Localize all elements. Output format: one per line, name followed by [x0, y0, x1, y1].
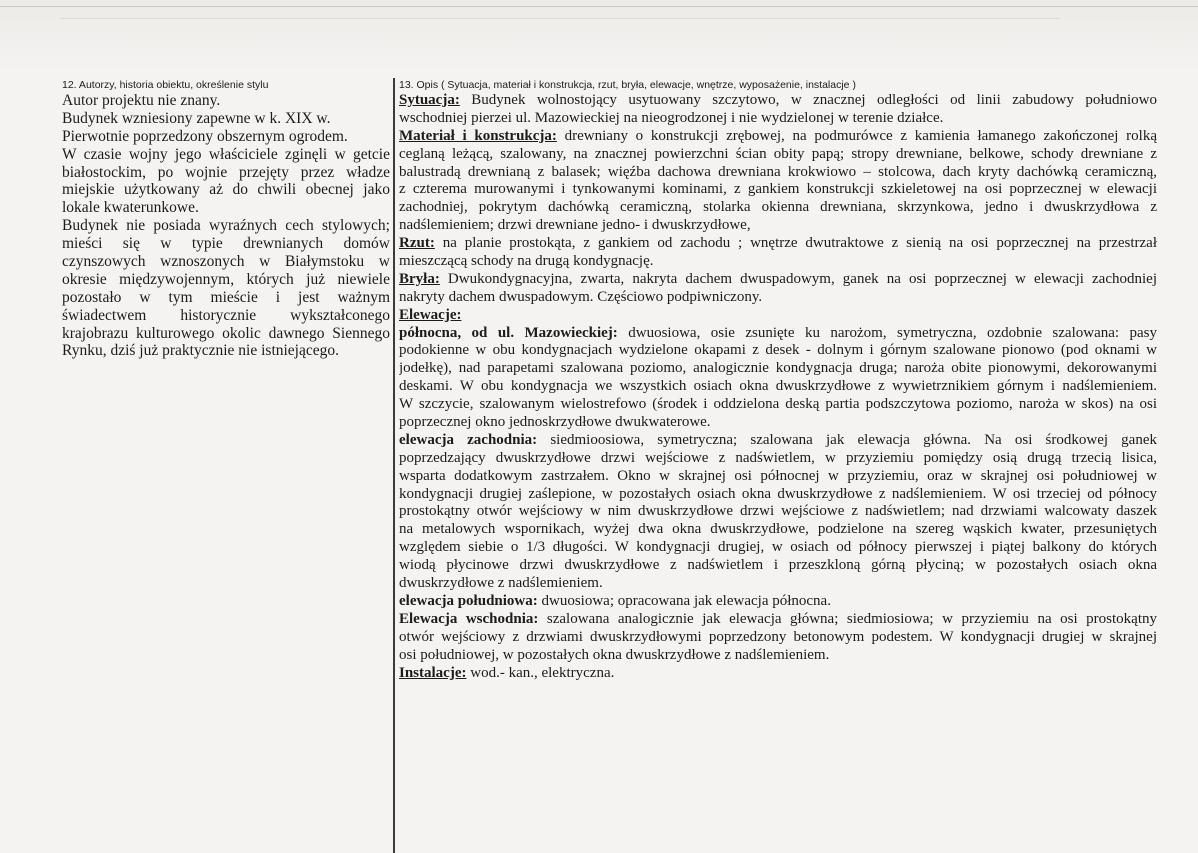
right-line [399, 503, 1157, 521]
left-line [62, 164, 390, 182]
right-label: Instalacje: [399, 664, 467, 681]
faint-scan-line [60, 18, 1060, 19]
right-line [399, 378, 1157, 396]
left-text: Pierwotnie poprzedzony obszernym ogrodem. [62, 127, 348, 145]
right-line [399, 199, 1157, 217]
right-text: na planie prostokąta, z gankiem od zachodu ; wnętrze dwutraktowe z sienią na osi poprzecznej na przestrzał [434, 235, 1157, 252]
left-text: Rynku, dziś już praktycznie nie istniejącego. [62, 342, 340, 360]
left-line [62, 217, 390, 235]
right-line [399, 486, 1157, 504]
right-line [399, 521, 1157, 539]
right-line [399, 92, 1157, 110]
right-line [399, 414, 1157, 432]
right-line [399, 217, 1157, 235]
left-text: lokale kwaterunkowe. [62, 199, 199, 217]
right-text: Dwukondygnacyjna, zwarta, nakryta dachem dwuspadowym, ganek na osi poprzecznej w elewacji zachodniej [439, 270, 1157, 287]
right-text: dwuosiowa, osie zsunięte ku narożom, symetryczna, ozdobnie szalowana: pasy [617, 324, 1157, 341]
right-line [399, 289, 1157, 307]
right-line [399, 629, 1157, 647]
right-line [399, 647, 1157, 665]
left-line [62, 110, 390, 128]
right-text: ceglaną leżącą, szalowany, na znacznej powierzchni ścian obity papą; stropy drewniane, belkowe, schody drewniane z [399, 145, 1157, 162]
right-label: elewacja zachodnia: [399, 431, 538, 448]
right-label: Sytuacja: [399, 92, 460, 108]
left-text: miejskie użytkowany aż do chwili obecnej jako [62, 181, 390, 199]
left-line [62, 128, 390, 146]
right-text: wsparta dodatkowym zastrzałem. Okno w skrajnej osi północnej w przyziemiu, oraz w skrajnej osi południowej w [399, 467, 1157, 484]
left-text: czynszowych wznoszonych w Białymstoku w [62, 253, 390, 271]
scan-top-shade [0, 0, 1198, 70]
right-text: Budynek wolnostojący usytuowany szczytowo, w znacznej odległości od linii zabudowy południowo [459, 92, 1157, 108]
right-label: Rzut: [399, 235, 435, 252]
left-line [62, 271, 390, 289]
right-label: Elewacja wschodnia: [399, 610, 539, 627]
right-text: drewniany o konstrukcji zrębowej, na podmurówce z kamienia łamanego zakończonej rolką [556, 127, 1157, 144]
right-text: balustradą drewnianą z balasek; więźba dachowa drewniana krokwiowo – stolcowa, dach kryty dachówką ceramiczną, [399, 163, 1157, 180]
right-text: nakryty dachem dwuspadowym. Częściowo podpiwniczony. [399, 288, 763, 305]
right-line [399, 110, 1157, 128]
right-line [399, 164, 1157, 182]
right-text: względem siebie o 1/3 długości. W kondygnacji drugiej, w osiach od północy pierwszej i piątej balkony do których [399, 539, 1157, 556]
right-line [399, 575, 1157, 593]
section-13-heading: 13. Opis ( Sytuacja, materiał i konstrukcja, rzut, bryła, elewacje, wnętrze, wyposażenie, instalacje ) [399, 79, 856, 91]
right-text: dwuskrzydłowe z nadślemieniem. [399, 575, 603, 592]
right-text: prostokątny otwór wejściowy w nim dwuskrzydłowe drzwi wejściowe z nadświetlem; nad drzwiami walcowaty daszek [399, 503, 1157, 520]
right-text: kondygnacji drugiej zaślepione, w pozostałych osiach okna dwuskrzydłowe z nadślemieniem. W osi trzeciej od północy [399, 485, 1157, 502]
right-text: wod.- kan., elektryczna. [466, 664, 615, 681]
right-label: Materiał i konstrukcja: [399, 127, 557, 144]
right-text: poprzecznej okno jednoskrzydłowe dwukwaterowe. [399, 414, 711, 431]
right-text: szalowana analogicznie jak elewacja główna; siedmiosiowa; w przyziemiu na osi prostokątny [538, 610, 1157, 627]
right-line [399, 307, 1157, 325]
right-line [399, 432, 1157, 450]
left-line [62, 253, 390, 271]
right-line [399, 146, 1157, 164]
left-line [62, 146, 390, 164]
left-text: Budynek nie posiada wyraźnych cech stylowych; [62, 217, 390, 235]
left-text: mieści się w typie drewnianych domów [62, 235, 390, 253]
left-line [62, 235, 390, 253]
left-line [62, 325, 390, 343]
left-text: krajobrazu kulturowego okolic dawnego Siennego [62, 324, 390, 342]
left-text: okresie międzywojennym, których już niewiele [62, 270, 390, 288]
right-text: wschodniej pierzei ul. Mazowieckiej na nieogrodzonej i nie wydzielonej w terenie działce. [399, 109, 944, 126]
right-line [399, 611, 1157, 629]
left-text: białostockim, po wojnie przejęty przez władze [62, 163, 390, 181]
section-12-history [62, 78, 390, 360]
right-text: siedmioosiowa, symetryczna; szalowana jak elewacja główna. Na osi środkowej ganek [537, 431, 1157, 448]
right-text: nadślemieniem; drzwi drewniane jedno- i dwuskrzydłowe, [399, 217, 751, 234]
right-text: otwór wejściowy z drzwiami dwuskrzydłowymi poprzedzony betonowym podestem. W kondygnacji drugiej w skrajnej [399, 628, 1157, 645]
right-text: osi południowej, w pozostałych okna dwuskrzydłowe z nadślemieniem. [399, 646, 830, 663]
left-text: świadectwem historycznie wykształconego [62, 306, 390, 324]
left-line [62, 181, 390, 199]
right-line [399, 396, 1157, 414]
section-12-heading: 12. Autorzy, historia obiektu, określenie stylu [62, 79, 269, 91]
right-text: mieszczącą schody na drugą kondygnację. [399, 253, 654, 270]
right-line [399, 557, 1157, 575]
right-text: W szczycie, szalowanym wielostrefowo (środek i oddzielona deską partia podszczytowa poziomo, naroża w skos) na osi [399, 396, 1157, 413]
right-line [399, 593, 1157, 611]
right-label: Elewacje: [399, 306, 462, 323]
right-text: jodełkę), nad parapetami szalowana poziomo, analogicznie kondygnacja druga; naroża obite pionowymi, dekorowanymi [399, 360, 1157, 377]
right-text: dwuosiowa; opracowana jak elewacja północna. [537, 592, 831, 609]
right-line [399, 360, 1157, 378]
right-line [399, 665, 1157, 683]
right-label: północna, od ul. Mazowieckiej: [399, 324, 618, 341]
right-line [399, 128, 1157, 146]
column-divider [393, 78, 395, 853]
right-line [399, 325, 1157, 343]
right-line [399, 235, 1157, 253]
right-label: Bryła: [399, 270, 440, 287]
left-line [62, 342, 390, 360]
section-13-description [399, 78, 1157, 682]
right-text: podokienne w obu kondygnacjach wydzielone okapami z desek - dolnym i górnym szalowane pionowo (pod oknami w [399, 342, 1157, 359]
right-text: z czterema murowanymi i tynkowanymi kominami, z gankiem konstrukcji szkieletowej na osi poprzecznej w elewacji [399, 181, 1157, 198]
right-line [399, 450, 1157, 468]
right-text: zachodniej, pokrytym dachówką ceramiczną, stolarka okienna drewniana, skrzynkowa, jedno i dwuskrzydłowa z [399, 199, 1157, 216]
section-12-body [62, 92, 390, 360]
right-line [399, 468, 1157, 486]
right-label: elewacja południowa: [399, 592, 538, 609]
right-text: na metalowych wspornikach, wyżej dwa okna dwuskrzydłowe, podzielone na szereg wąskich kwater, przesuniętych [399, 521, 1157, 538]
right-line [399, 253, 1157, 271]
right-line [399, 271, 1157, 289]
right-line [399, 181, 1157, 199]
right-text: poprzedzający dwuskrzydłowe drzwi wejściowe z nadświetlem, w przyziemiu pomiędzy osią drugą trzecią lisica, [399, 449, 1157, 466]
right-line [399, 342, 1157, 360]
left-line [62, 307, 390, 325]
right-text: deskami. W obu kondygnacja we wszystkich osiach okna dwuskrzydłowe z wywietrznikiem górnym i nadślemieniem. [399, 378, 1157, 395]
left-text: W czasie wojny jego właściciele zginęli w getcie [62, 145, 390, 163]
left-text: pozostało w tym mieście i jest ważnym [62, 288, 390, 306]
right-text: wiodą płycinowe drzwi dwuskrzydłowe z nadświetlem i przeszkloną górną płyciną; w pozostałych osiach okna [399, 557, 1157, 574]
left-text: Budynek wzniesiony zapewne w k. XIX w. [62, 109, 331, 127]
right-line [399, 539, 1157, 557]
left-line [62, 199, 390, 217]
section-13-body [399, 92, 1157, 682]
left-text: Autor projektu nie znany. [62, 92, 221, 109]
form-top-border [0, 6, 1198, 7]
left-line [62, 92, 390, 110]
left-line [62, 289, 390, 307]
